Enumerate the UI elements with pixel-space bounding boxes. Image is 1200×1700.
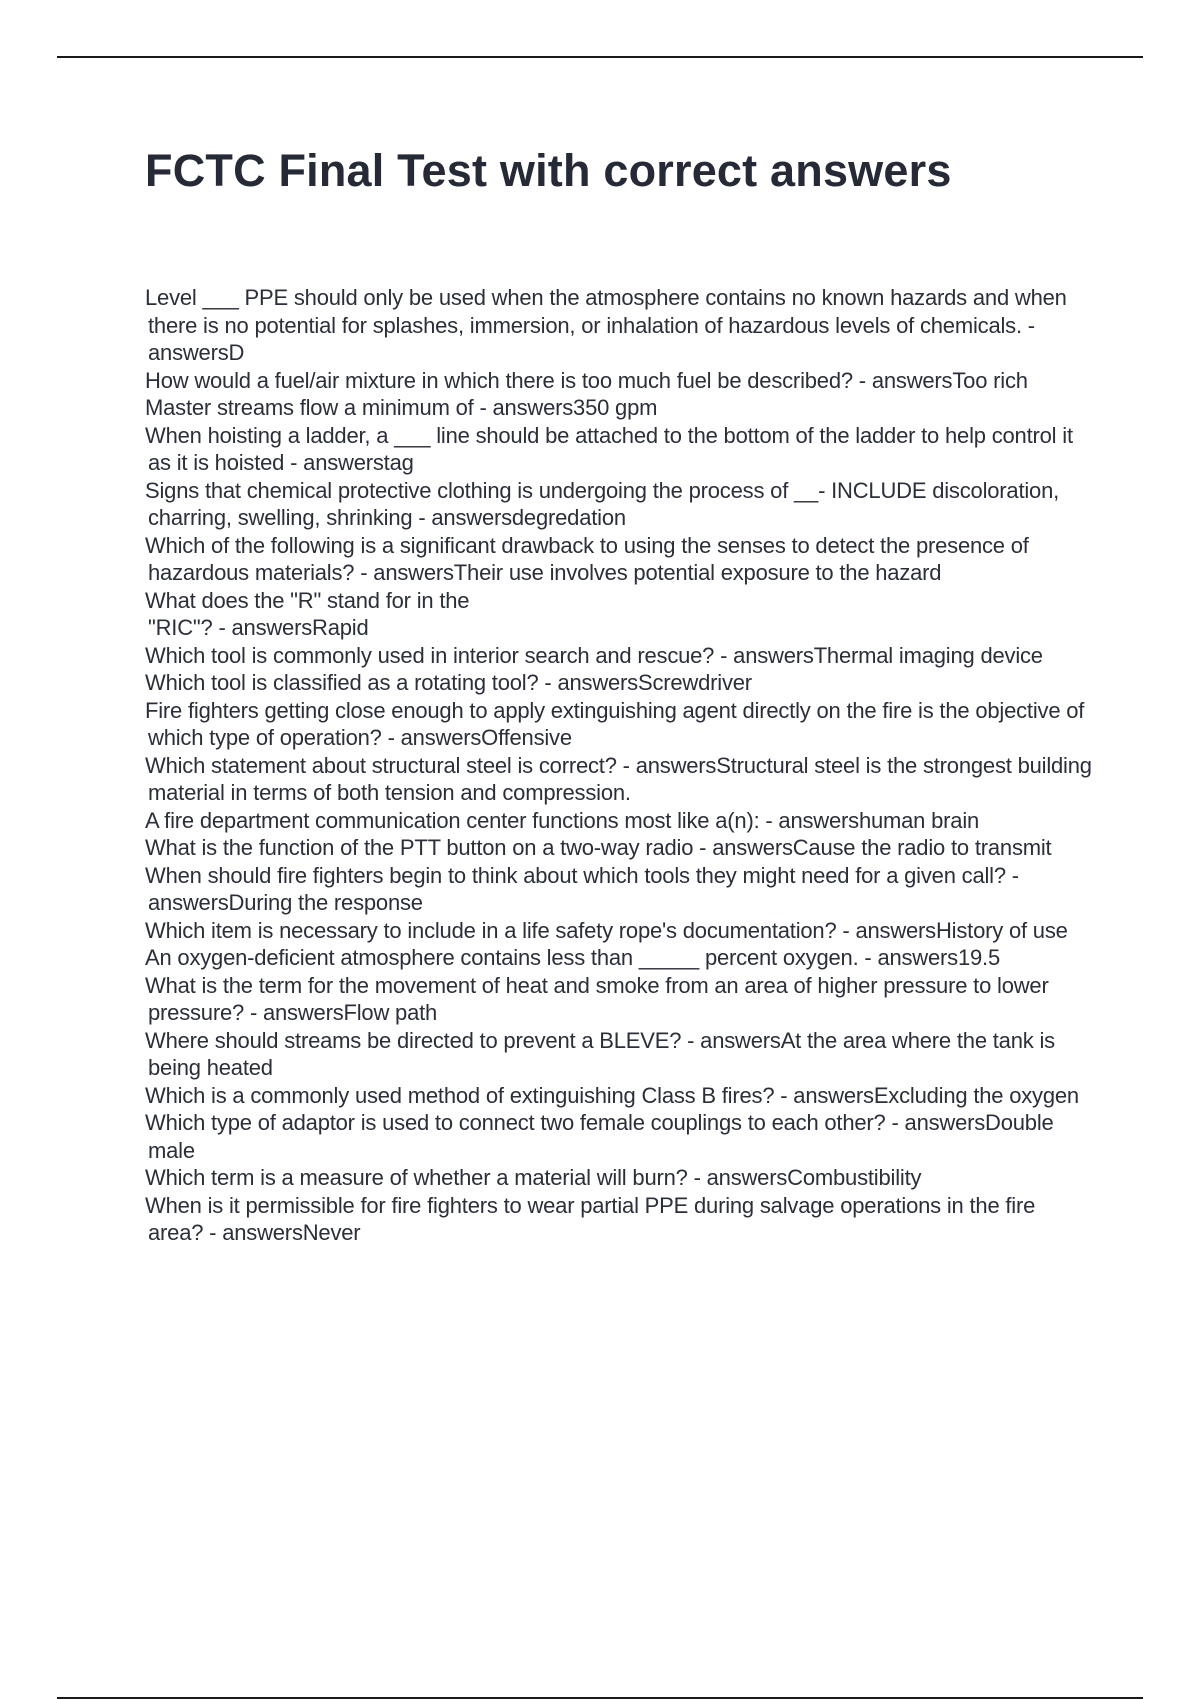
qa-item: What does the "R" stand for in the "RIC"? - answersRapid	[145, 587, 470, 640]
qa-item: Which item is necessary to include in a life safety rope's documentation? - answersHistory of use	[145, 917, 1068, 943]
bottom-rule	[57, 1697, 1143, 1699]
qa-item: An oxygen-deficient atmosphere contains less than _____ percent oxygen. - answers19.5	[145, 945, 1000, 970]
qa-item: Which of the following is a significant drawback to using the senses to detect the presence of hazardous materials? - answersTheir use involves potential exposure to the hazard	[145, 532, 1029, 585]
top-rule	[57, 56, 1143, 58]
qa-item: How would a fuel/air mixture in which there is too much fuel be described? - answersToo rich	[145, 367, 1028, 393]
qa-item: What is the term for the movement of heat and smoke from an area of higher pressure to lower pressure? - answersFlow path	[145, 972, 1049, 1025]
qa-item: Which is a commonly used method of extinguishing Class B fires? - answersExcluding the oxygen	[145, 1082, 1079, 1108]
qa-item: Which tool is classified as a rotating tool? - answersScrewdriver	[145, 670, 752, 695]
qa-item: Which term is a measure of whether a material will burn? - answersCombustibility	[145, 1165, 922, 1190]
qa-item: Which statement about structural steel is correct? - answersStructural steel is the strongest building material in terms of both tension and compression.	[145, 752, 1092, 805]
qa-item: A fire department communication center functions most like a(n): - answershuman brain	[145, 807, 980, 833]
qa-item: Signs that chemical protective clothing is undergoing the process of __- INCLUDE discoloration, charring, swelling, shrinking - answersdegredation	[145, 477, 1060, 530]
qa-item: Fire fighters getting close enough to apply extinguishing agent directly on the fire is the objective of which type of operation? - answersOffensive	[145, 697, 1085, 750]
qa-item: Which type of adaptor is used to connect two female couplings to each other? - answersDouble male	[145, 1110, 1054, 1163]
qa-item: Master streams flow a minimum of - answers350 gpm	[145, 395, 658, 420]
qa-list	[145, 284, 1095, 1247]
qa-item: When should fire fighters begin to think about which tools they might need for a given call? - answersDuring the response	[145, 862, 1019, 915]
qa-item: When hoisting a ladder, a ___ line should be attached to the bottom of the ladder to help control it as it is hoisted - answerstag	[145, 422, 1073, 475]
qa-item: Which tool is commonly used in interior search and rescue? - answersThermal imaging device	[145, 642, 1043, 668]
qa-item: Level ___ PPE should only be used when the atmosphere contains no known hazards and when there is no potential for splashes, immersion, or inhalation of hazardous levels of chemicals. - answersD	[145, 285, 1067, 365]
page-title: FCTC Final Test with correct answers	[145, 145, 952, 196]
qa-item: When is it permissible for fire fighters to wear partial PPE during salvage operations in the fire area? - answersNever	[145, 1192, 1036, 1245]
qa-item: What is the function of the PTT button on a two-way radio - answersCause the radio to transmit	[145, 835, 1052, 860]
qa-item: Where should streams be directed to prevent a BLEVE? - answersAt the area where the tank is being heated	[145, 1027, 1055, 1080]
